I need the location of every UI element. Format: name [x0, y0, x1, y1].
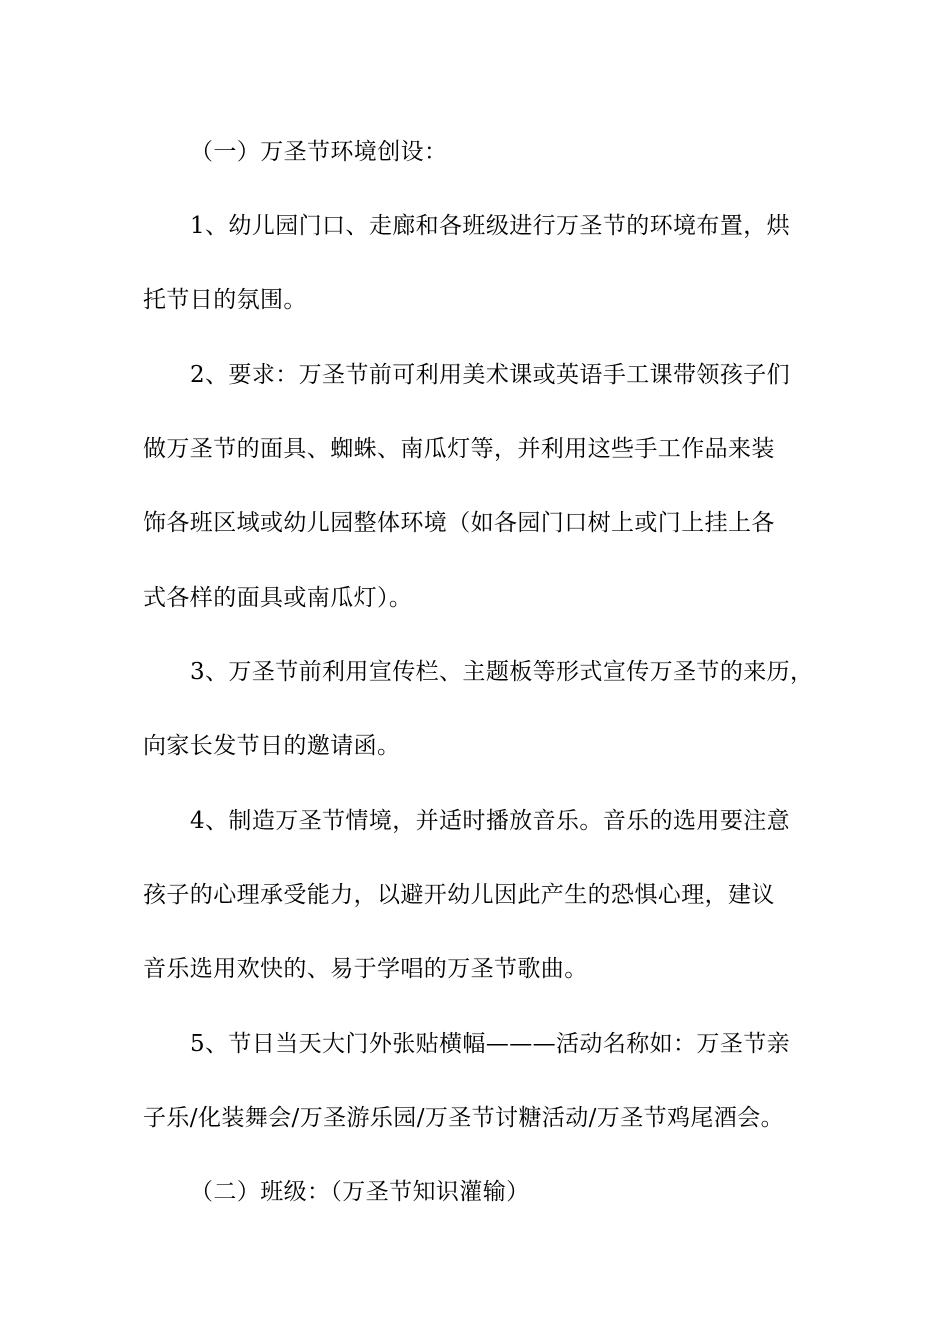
- paragraph-line: 2、要求：万圣节前可利用美术课或英语手工课带领孩子们: [190, 362, 791, 388]
- section-heading-environment: （一）万圣节环境创设：: [190, 139, 448, 165]
- paragraph-line: 托节日的氛围。: [143, 287, 307, 313]
- paragraph-line: 孩子的心理承受能力，以避开幼儿因此产生的恐惧心理，建议: [143, 882, 775, 908]
- section-heading-class: （二）班级：（万圣节知识灌输）: [190, 1179, 530, 1205]
- paragraph-line: 子乐/化装舞会/万圣游乐园/万圣节讨糖活动/万圣节鸡尾酒会。: [143, 1105, 784, 1131]
- paragraph-line: 做万圣节的面具、蜘蛛、南瓜灯等，并利用这些手工作品来装: [143, 436, 775, 462]
- paragraph-line: 4、制造万圣节情境，并适时播放音乐。音乐的选用要注意: [190, 808, 791, 834]
- paragraph-line: 式各样的面具或南瓜灯）。: [143, 585, 413, 611]
- paragraph-line: 5、节日当天大门外张贴横幅———活动名称如：万圣节亲: [190, 1031, 791, 1057]
- paragraph-line: 音乐选用欢快的、易于学唱的万圣节歌曲。: [143, 956, 588, 982]
- paragraph-line: 饰各班区域或幼儿园整体环境（如各园门口树上或门上挂上各: [143, 510, 775, 536]
- paragraph-line: 向家长发节日的邀请函。: [143, 733, 401, 759]
- paragraph-line: 1、幼儿园门口、走廊和各班级进行万圣节的环境布置，烘: [190, 213, 791, 239]
- paragraph-line: 3、万圣节前利用宣传栏、主题板等形式宣传万圣节的来历，: [190, 659, 814, 685]
